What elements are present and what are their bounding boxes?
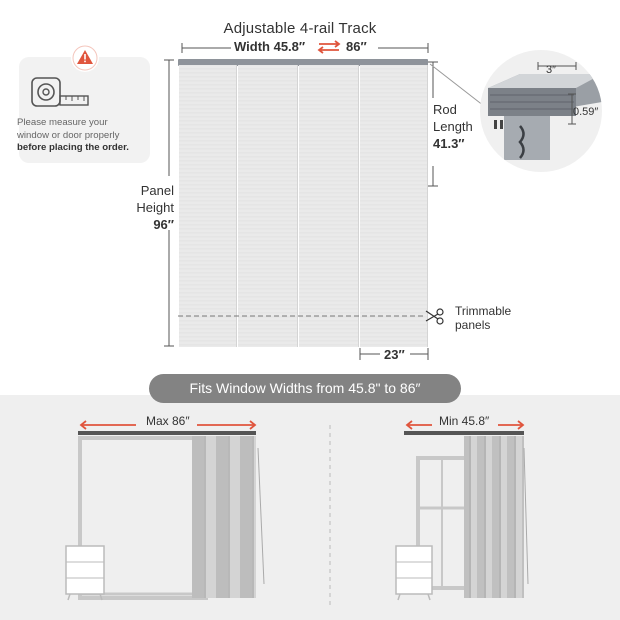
- fabric-panel-4: [360, 65, 428, 347]
- rail-height-label: 0.59″: [573, 106, 599, 118]
- panel-width-label: 23″: [384, 347, 405, 362]
- trimmable-label: Trimmable panels: [455, 304, 512, 332]
- fabric-panel-1: [179, 65, 237, 347]
- detail-connector: [428, 60, 488, 120]
- trim-line: [176, 308, 448, 326]
- tape-measure-icon: [30, 76, 92, 110]
- width-max-label: 86″: [346, 39, 367, 54]
- scissors-icon: [426, 309, 443, 324]
- fabric-panel-2: [238, 65, 298, 347]
- min-width-label: Min 45.8″: [439, 414, 490, 428]
- fabric-panel-3: [299, 65, 359, 347]
- panel-height-label: Panel Height 96″: [136, 183, 174, 232]
- rod-length-label: Rod Length 41.3″: [433, 102, 473, 151]
- fits-window-widths-banner: Fits Window Widths from 45.8" to 86″: [149, 374, 461, 403]
- min-width-illustration: [394, 414, 534, 614]
- section-divider: [328, 425, 332, 605]
- warning-icon: [70, 43, 100, 73]
- double-arrow-icon: [316, 40, 342, 54]
- rail-depth-label: 3″: [546, 64, 557, 76]
- measure-notice-text: Please measure your window or door properly before placing the order.: [17, 117, 129, 153]
- max-width-label: Max 86″: [146, 414, 190, 428]
- width-min-label: Width 45.8″: [234, 39, 306, 54]
- track-title: Adjustable 4-rail Track: [223, 20, 377, 37]
- max-width-illustration: [60, 414, 270, 614]
